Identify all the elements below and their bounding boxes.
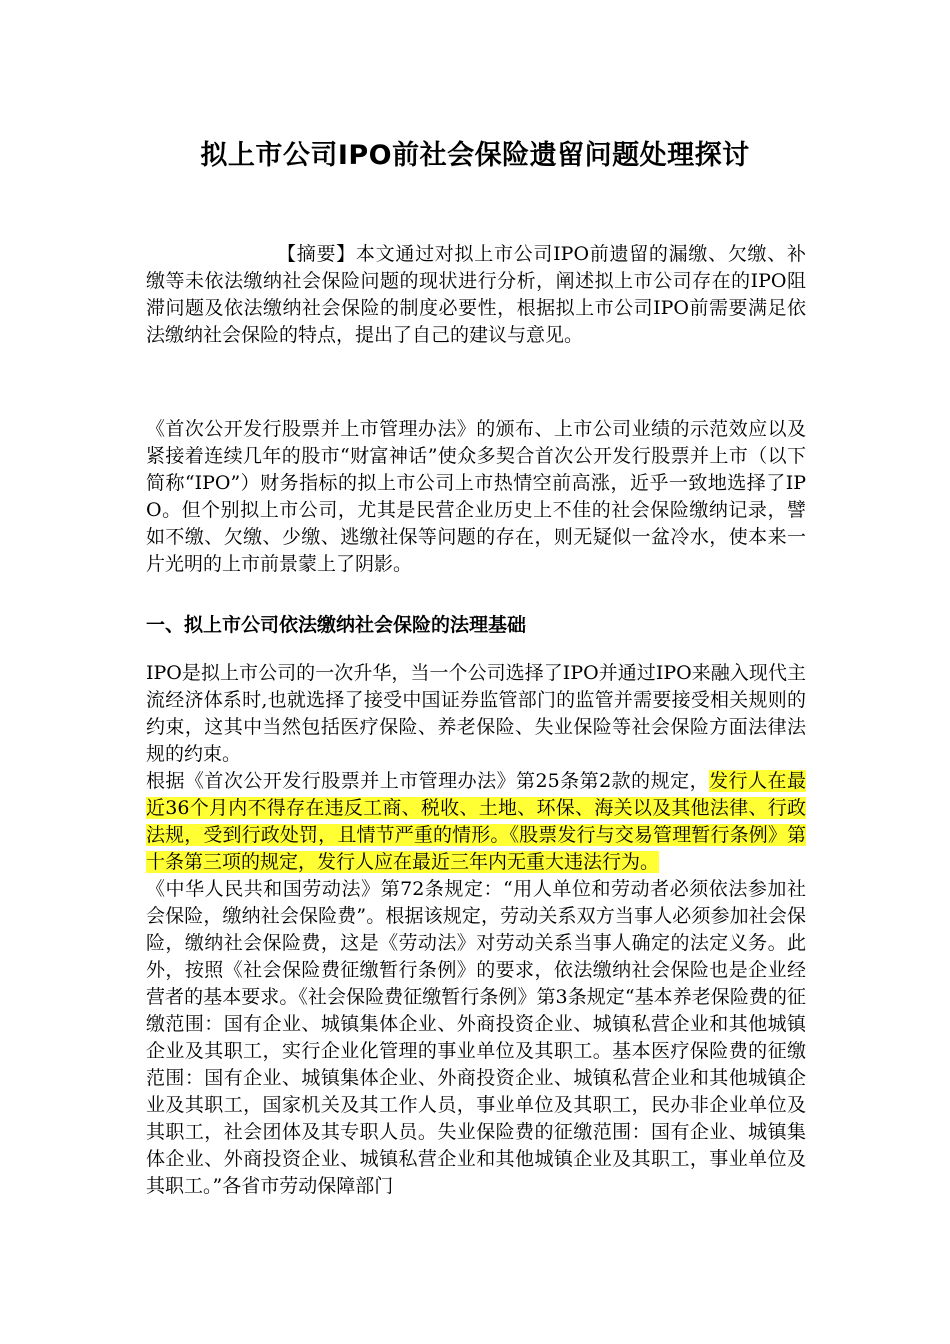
section-heading: 一、拟上市公司依法缴纳社会保险的法理基础 <box>146 614 527 636</box>
intro-paragraph: 《首次公开发行股票并上市管理办法》的颁布、上市公司业绩的示范效应以及紧接着连续几年的股市“财富神话”使众多契合首次公开发行股票并上市（以下简称“IPO”）财务指标的拟上市公司上市热情空前高涨，近乎一致地选择了IPO。但个别拟上市公司，尤其是民营企业历史上不佳的社会保险缴纳记录，譬如不缴、欠缴、少缴、逃缴社保等问题的存在，则无疑似一盆冷水，使本来一片光明的上市前景蒙上了阴影。 <box>146 418 806 575</box>
paragraph-2-text: 根据《首次公开发行股票并上市管理办法》第25条第2款的规定， <box>146 770 710 792</box>
section-body <box>146 660 806 1200</box>
highlighted-text: 发行人在最近36个月内不得存在违反工商、税收、土地、环保、海关以及其他法律、行政法规，受到行政处罚，且情节严重的情形。《股票发行与交易管理暂行条例》第十条第三项的规定，发行人应在最近三年内无重大违法行为。 <box>146 770 806 873</box>
document-title: 拟上市公司IPO前社会保险遗留问题处理探讨 <box>200 140 750 171</box>
section-paragraph-1: IPO是拟上市公司的一次升华，当一个公司选择了IPO并通过IPO来融入现代主流经济体系时,也就选择了接受中国证券监管部门的监管并需要接受相关规则的约束，这其中当然包括医疗保险、养老保险、失业保险等社会保险方面法律法规的约束。 <box>146 662 806 765</box>
section-paragraph-2 <box>146 768 806 876</box>
section-paragraph-3: 《中华人民共和国劳动法》第72条规定：“用人单位和劳动者必须依法参加社会保险，缴纳社会保险费”。根据该规定，劳动关系双方当事人必须参加社会保险，缴纳社会保险费，这是《劳动法》对劳动关系当事人确定的法定义务。此外，按照《社会保险费征缴暂行条例》的要求，依法缴纳社会保险也是企业经营者的基本要求。《社会保险费征缴暂行条例》第3条规定“基本养老保险费的征缴范围：国有企业、城镇集体企业、外商投资企业、城镇私营企业和其他城镇企业及其职工，实行企业化管理的事业单位及其职工。基本医疗保险费的征缴范围：国有企业、城镇集体企业、外商投资企业、城镇私营企业和其他城镇企业及其职工，国家机关及其工作人员，事业单位及其职工，民办非企业单位及其职工，社会团体及其专职人员。失业保险费的征缴范围：国有企业、城镇集体企业、外商投资企业、城镇私营企业和其他城镇企业及其职工，事业单位及其职工。”各省市劳动保障部门 <box>146 878 806 1197</box>
abstract-paragraph: 【摘要】本文通过对拟上市公司IPO前遗留的漏缴、欠缴、补缴等未依法缴纳社会保险问题的现状进行分析，阐述拟上市公司存在的IPO阻滞问题及依法缴纳社会保险的制度必要性，根据拟上市公司IPO前需要满足依法缴纳社会保险的特点，提出了自己的建议与意见。 <box>146 243 806 346</box>
